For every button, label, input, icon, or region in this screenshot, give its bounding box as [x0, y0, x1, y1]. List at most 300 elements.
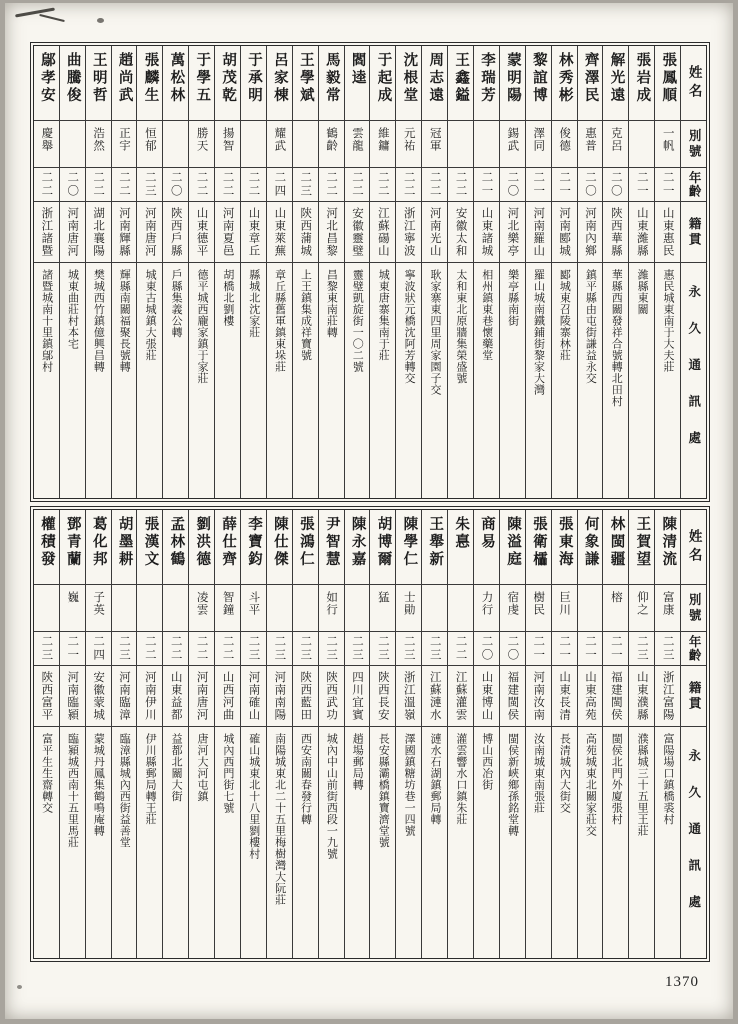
person-alias: [267, 584, 292, 631]
person-age: 二二: [86, 167, 111, 201]
person-address: 汝南城東南張莊: [526, 726, 551, 958]
person-origin: 浙江溫嶺: [396, 665, 421, 726]
person-age: 二二: [422, 167, 447, 201]
person-column: [628, 46, 654, 498]
person-address: 趙場郵局轉: [345, 726, 370, 958]
person-alias: 宿虔: [500, 584, 525, 631]
header-name-label: 姓名: [686, 528, 702, 566]
person-age: 二三: [319, 631, 344, 665]
person-age: 二二: [215, 167, 240, 201]
scan-artifact: [17, 985, 22, 989]
person-age: 二〇: [500, 631, 525, 665]
person-alias: 錫武: [500, 120, 525, 167]
person-alias: [137, 584, 162, 631]
person-origin: 安徽靈璧: [345, 201, 370, 262]
person-column: [136, 46, 162, 498]
person-address: 縣城北沈家莊: [241, 262, 266, 498]
person-name: 齊澤民: [582, 52, 599, 105]
person-origin: 河南內鄉: [578, 201, 603, 262]
person-name: 朱惪: [453, 516, 470, 551]
person-address: 輝縣南關福聚長號轉: [112, 262, 137, 498]
person-name: 王賀望: [634, 516, 651, 569]
person-origin: 江蘇碭山: [370, 201, 395, 262]
person-origin: 山東濮縣: [629, 665, 654, 726]
person-address: 漣水石湖鎮郵局轉: [422, 726, 447, 958]
person-column: [577, 46, 603, 498]
person-column: [292, 46, 318, 498]
person-name: 林閩疆: [608, 516, 625, 569]
person-address: 諸暨城南十里鎮鄔村: [34, 262, 59, 498]
person-origin: 浙江諸暨: [34, 201, 59, 262]
person-address: 閩侯新峽鄉孫銘堂轉: [500, 726, 525, 958]
person-age: 二三: [34, 631, 59, 665]
person-address: 城內西門街七號: [215, 726, 240, 958]
person-origin: 河南伊川: [137, 665, 162, 726]
person-column: [136, 510, 162, 958]
header-column: [680, 46, 706, 498]
person-alias: 澤同: [526, 120, 551, 167]
person-age: 二三: [293, 167, 318, 201]
person-age: 二三: [267, 631, 292, 665]
person-origin: 山東長清: [552, 665, 577, 726]
person-alias: 仰之: [629, 584, 654, 631]
person-column: [369, 510, 395, 958]
person-origin: 河南唐河: [137, 201, 162, 262]
person-name: 張岩成: [634, 52, 651, 105]
person-alias: 慶舉: [34, 120, 59, 167]
person-alias: 克呂: [603, 120, 628, 167]
person-address: 西安南關春發行轉: [293, 726, 318, 958]
person-column: [602, 46, 628, 498]
person-age: 二一: [474, 167, 499, 201]
person-alias: 浩然: [86, 120, 111, 167]
person-age: 二一: [629, 167, 654, 201]
person-alias: 揚智: [215, 120, 240, 167]
person-origin: 河南唐河: [189, 665, 214, 726]
header-address-label: 永久通訊處: [681, 262, 706, 498]
person-alias: [163, 120, 188, 167]
person-column: [318, 510, 344, 958]
person-origin: 陝西華縣: [603, 201, 628, 262]
person-origin: 河南確山: [241, 665, 266, 726]
person-address: 城東唐寨集南于莊: [370, 262, 395, 498]
person-origin: 陝西戶縣: [163, 201, 188, 262]
person-origin: 福建閩侯: [500, 665, 525, 726]
person-address: 昌黎東南莊轉: [319, 262, 344, 498]
person-alias: 維鏞: [370, 120, 395, 167]
person-name: 張東海: [556, 516, 573, 569]
person-name: 張鴻仁: [297, 516, 314, 569]
person-address: 城東古城鎮大張莊: [137, 262, 162, 498]
person-column: [34, 510, 59, 958]
person-address: 澤國鎮糖坊巷一四號: [396, 726, 421, 958]
person-alias: [345, 584, 370, 631]
person-age: 二三: [422, 631, 447, 665]
person-column: [473, 46, 499, 498]
person-origin: 河南臨潁: [60, 665, 85, 726]
person-age: 二三: [655, 631, 680, 665]
scan-artifact: [39, 14, 65, 22]
person-name: 周志遠: [427, 52, 444, 105]
person-column: [111, 46, 137, 498]
person-column: [344, 510, 370, 958]
person-column: [628, 510, 654, 958]
person-name: 王舉新: [427, 516, 444, 569]
person-age: 二二: [396, 167, 421, 201]
person-name: 何象謙: [582, 516, 599, 569]
person-name: 鄔孝安: [38, 52, 55, 105]
person-address: 華縣西關發祥合號轉北田村: [603, 262, 628, 498]
person-name: 林秀彬: [556, 52, 573, 105]
person-origin: 安徽蒙城: [86, 665, 111, 726]
person-age: 二〇: [603, 167, 628, 201]
person-column: [602, 510, 628, 958]
person-column: [525, 510, 551, 958]
person-address: 戶縣集義公轉: [163, 262, 188, 498]
person-age: 二三: [396, 631, 421, 665]
person-address: 長清城內大街交: [552, 726, 577, 958]
person-age: 二三: [112, 631, 137, 665]
person-alias: [448, 120, 473, 167]
person-origin: 河南輝縣: [112, 201, 137, 262]
person-name: 陳溢庭: [504, 516, 521, 569]
person-origin: 山東章丘: [241, 201, 266, 262]
person-column: [395, 510, 421, 958]
person-column: [473, 510, 499, 958]
person-column: [421, 510, 447, 958]
person-column: [59, 510, 85, 958]
person-alias: 如行: [319, 584, 344, 631]
person-column: [214, 510, 240, 958]
person-name: 劉洪德: [194, 516, 211, 569]
person-origin: 山東濰縣: [629, 201, 654, 262]
person-address: 鎮平縣由屯街謙益永交: [578, 262, 603, 498]
person-name: 李寶鈞: [246, 516, 263, 569]
person-column: [240, 46, 266, 498]
person-age: 二一: [60, 631, 85, 665]
person-age: 二三: [293, 631, 318, 665]
person-address: 臨漳縣城內西街益善堂: [112, 726, 137, 958]
person-origin: 河北樂亭: [500, 201, 525, 262]
person-address: 樊城西竹鎮億興昌轉: [86, 262, 111, 498]
person-alias: 巍: [60, 584, 85, 631]
person-alias: 智鐘: [215, 584, 240, 631]
person-column: [318, 46, 344, 498]
person-address: 胡橋北劉樓: [215, 262, 240, 498]
person-age: 二二: [189, 167, 214, 201]
person-column: [214, 46, 240, 498]
person-alias: [629, 120, 654, 167]
person-age: 二一: [655, 167, 680, 201]
person-column: [525, 46, 551, 498]
person-address: 閩侯北門外廈張村: [603, 726, 628, 958]
person-name: 王鑫鎰: [453, 52, 470, 105]
person-column: [447, 510, 473, 958]
person-origin: 河南郾城: [552, 201, 577, 262]
person-alias: [578, 584, 603, 631]
person-alias: [112, 584, 137, 631]
person-column: [654, 510, 680, 958]
person-name: 王學斌: [297, 52, 314, 105]
person-column: [369, 46, 395, 498]
header-column: [680, 510, 706, 958]
person-origin: 山東益都: [163, 665, 188, 726]
page-number: 1370: [665, 974, 699, 990]
person-origin: 山東諸城: [474, 201, 499, 262]
person-column: [499, 510, 525, 958]
person-age: 二〇: [500, 167, 525, 201]
person-name: 趙尚武: [116, 52, 133, 105]
person-name: 曲騰俊: [64, 52, 81, 105]
person-name: 權積發: [38, 516, 55, 569]
person-origin: 河南汝南: [526, 665, 551, 726]
person-name: 商易: [479, 516, 496, 551]
person-origin: 江蘇灌雲: [448, 665, 473, 726]
person-age: 二三: [137, 167, 162, 201]
person-origin: 河南南陽: [267, 665, 292, 726]
person-address: 上王鎮集成祥寶號: [293, 262, 318, 498]
person-alias: 恒郁: [137, 120, 162, 167]
person-column: [85, 46, 111, 498]
person-origin: 浙江寧波: [396, 201, 421, 262]
person-origin: 山東高苑: [578, 665, 603, 726]
person-alias: 富康: [655, 584, 680, 631]
person-address: 相州鎮東巷懷藥堂: [474, 262, 499, 498]
person-address: 富平生生齋轉交: [34, 726, 59, 958]
person-alias: [422, 584, 447, 631]
person-age: 二二: [163, 631, 188, 665]
header-age-label: 年齡: [681, 631, 706, 665]
person-origin: 河南羅山: [526, 201, 551, 262]
person-column: [421, 46, 447, 498]
person-address: 蒙城丹鳳集鶴鳴庵轉: [86, 726, 111, 958]
person-alias: [293, 120, 318, 167]
person-address: 樂亭縣南街: [500, 262, 525, 498]
person-alias: 一帆: [655, 120, 680, 167]
person-address: 確山城東北十八里劉樓村: [241, 726, 266, 958]
person-name: 馬毅常: [323, 52, 340, 105]
person-name: 蒙明陽: [504, 52, 521, 105]
person-column: [654, 46, 680, 498]
person-column: [188, 46, 214, 498]
person-address: 高苑城東北關家莊交: [578, 726, 603, 958]
person-name: 胡墨耕: [116, 516, 133, 569]
person-name: 孟林鶴: [168, 516, 185, 569]
person-address: 博山西冶街: [474, 726, 499, 958]
person-age: 二四: [86, 631, 111, 665]
person-age: 二二: [34, 167, 59, 201]
person-alias: [241, 120, 266, 167]
person-alias: 樹民: [526, 584, 551, 631]
person-alias: 耀武: [267, 120, 292, 167]
person-name: 于承明: [246, 52, 263, 105]
person-age: 二一: [526, 631, 551, 665]
person-address: 城內中山前街西段一九號: [319, 726, 344, 958]
person-name: 陳仕傑: [271, 516, 288, 569]
person-age: 二三: [345, 631, 370, 665]
person-age: 二二: [112, 167, 137, 201]
person-age: 二二: [241, 167, 266, 201]
header-age-label: 年齡: [681, 167, 706, 201]
header-alias-label: 別號: [681, 120, 706, 167]
person-alias: 猛: [370, 584, 395, 631]
person-name: 薛仕齊: [220, 516, 237, 569]
person-alias: 俊德: [552, 120, 577, 167]
person-address: 長安縣灞橋鎮寶濟堂號: [370, 726, 395, 958]
person-origin: 江蘇漣水: [422, 665, 447, 726]
person-column: [577, 510, 603, 958]
person-alias: 雲龍: [345, 120, 370, 167]
person-column: [344, 46, 370, 498]
person-address: 伊川縣郵局轉王莊: [137, 726, 162, 958]
person-alias: 鶴齡: [319, 120, 344, 167]
person-name: 陳清流: [660, 516, 677, 569]
person-age: 二〇: [163, 167, 188, 201]
person-age: 二一: [552, 167, 577, 201]
person-origin: 河北昌黎: [319, 201, 344, 262]
person-name: 沈根堂: [401, 52, 418, 105]
person-alias: 士勛: [396, 584, 421, 631]
person-name: 于起成: [375, 52, 392, 105]
person-origin: 河南唐河: [60, 201, 85, 262]
person-origin: 陝西武功: [319, 665, 344, 726]
scan-artifact: [97, 18, 104, 23]
person-origin: 山東惠民: [655, 201, 680, 262]
person-age: 二〇: [578, 167, 603, 201]
person-age: 二一: [526, 167, 551, 201]
person-address: 德平城西龐家鎮于家莊: [189, 262, 214, 498]
person-origin: 河南光山: [422, 201, 447, 262]
person-name: 胡博爾: [375, 516, 392, 569]
person-name: 張衛櫺: [530, 516, 547, 569]
person-age: 二二: [137, 631, 162, 665]
person-column: [266, 46, 292, 498]
register-table-bottom: [33, 509, 707, 959]
person-age: 二二: [448, 631, 473, 665]
person-origin: 陝西藍田: [293, 665, 318, 726]
person-column: [59, 46, 85, 498]
person-column: [499, 46, 525, 498]
person-column: [551, 46, 577, 498]
person-origin: 四川宜賓: [345, 665, 370, 726]
person-name: 陳學仁: [401, 516, 418, 569]
person-alias: 榕: [603, 584, 628, 631]
person-name: 張鳳順: [660, 52, 677, 105]
person-address: 南陽城東北二十五里梅樹灣大阮莊: [267, 726, 292, 958]
person-age: 二二: [448, 167, 473, 201]
person-address: 益都北關大街: [163, 726, 188, 958]
person-address: 灌雲響水口鎮朱莊: [448, 726, 473, 958]
person-alias: 勝天: [189, 120, 214, 167]
person-name: 萬松林: [168, 52, 185, 105]
person-name: 解光遠: [608, 52, 625, 105]
header-origin-label: 籍貫: [681, 665, 706, 726]
person-age: 二二: [319, 167, 344, 201]
person-address: 濮縣城三十五里王莊: [629, 726, 654, 958]
person-age: 二二: [189, 631, 214, 665]
person-address: 郾城東召陵寨林莊: [552, 262, 577, 498]
person-address: 寧波狀元橋沈阿芳轉交: [396, 262, 421, 498]
person-origin: 山東德平: [189, 201, 214, 262]
person-origin: 山東博山: [474, 665, 499, 726]
person-alias: [474, 120, 499, 167]
header-name-label: 姓名: [686, 64, 702, 102]
person-alias: [34, 584, 59, 631]
person-origin: 陝西蒲城: [293, 201, 318, 262]
person-column: [240, 510, 266, 958]
header-origin-label: 籍貫: [681, 201, 706, 262]
person-alias: 斗平: [241, 584, 266, 631]
person-alias: 冠軍: [422, 120, 447, 167]
person-origin: 山東萊蕪: [267, 201, 292, 262]
person-address: 城東曲莊村本宅: [60, 262, 85, 498]
person-alias: [448, 584, 473, 631]
person-name: 李瑞芳: [479, 52, 496, 105]
person-name: 尹智慧: [323, 516, 340, 569]
person-age: 二二: [345, 167, 370, 201]
person-age: 二三: [241, 631, 266, 665]
person-address: 富陽場口鎮橋裘村: [655, 726, 680, 958]
person-alias: 巨川: [552, 584, 577, 631]
person-name: 黎誼博: [530, 52, 547, 105]
person-address: 唐河大河屯鎮: [189, 726, 214, 958]
person-alias: [60, 120, 85, 167]
person-address: 濰縣東關: [629, 262, 654, 498]
person-alias: [163, 584, 188, 631]
person-address: 章丘縣舊軍鎮東垛莊: [267, 262, 292, 498]
person-address: 耿家寨東四里周家園子交: [422, 262, 447, 498]
person-alias: 元祐: [396, 120, 421, 167]
person-name: 于學五: [194, 52, 211, 105]
person-address: 羅山城南鐵鋪街黎家大灣: [526, 262, 551, 498]
person-age: 二一: [552, 631, 577, 665]
person-alias: [293, 584, 318, 631]
person-column: [292, 510, 318, 958]
person-origin: 陝西長安: [370, 665, 395, 726]
person-column: [551, 510, 577, 958]
person-age: 二三: [370, 631, 395, 665]
person-name: 陳永嘉: [349, 516, 366, 569]
person-age: 二一: [603, 631, 628, 665]
person-origin: 浙江富陽: [655, 665, 680, 726]
person-origin: 湖北襄陽: [86, 201, 111, 262]
person-origin: 福建閩侯: [603, 665, 628, 726]
person-column: [266, 510, 292, 958]
person-alias: 子英: [86, 584, 111, 631]
person-column: [188, 510, 214, 958]
person-name: 閻逵: [349, 52, 366, 87]
person-alias: 正宇: [112, 120, 137, 167]
register-table-top: [33, 45, 707, 499]
person-name: 胡茂乾: [220, 52, 237, 105]
person-age: 二三: [629, 631, 654, 665]
person-origin: 山西河曲: [215, 665, 240, 726]
person-column: [111, 510, 137, 958]
person-age: 二〇: [474, 631, 499, 665]
scanned-page: [5, 3, 733, 1019]
person-alias: 惠普: [578, 120, 603, 167]
person-column: [34, 46, 59, 498]
person-origin: 河南夏邑: [215, 201, 240, 262]
person-name: 呂家棟: [271, 52, 288, 105]
person-name: 葛化邦: [90, 516, 107, 569]
person-column: [447, 46, 473, 498]
person-alias: 力行: [474, 584, 499, 631]
person-origin: 陝西富平: [34, 665, 59, 726]
person-name: 張漢文: [142, 516, 159, 569]
person-origin: 河南臨漳: [112, 665, 137, 726]
person-column: [85, 510, 111, 958]
